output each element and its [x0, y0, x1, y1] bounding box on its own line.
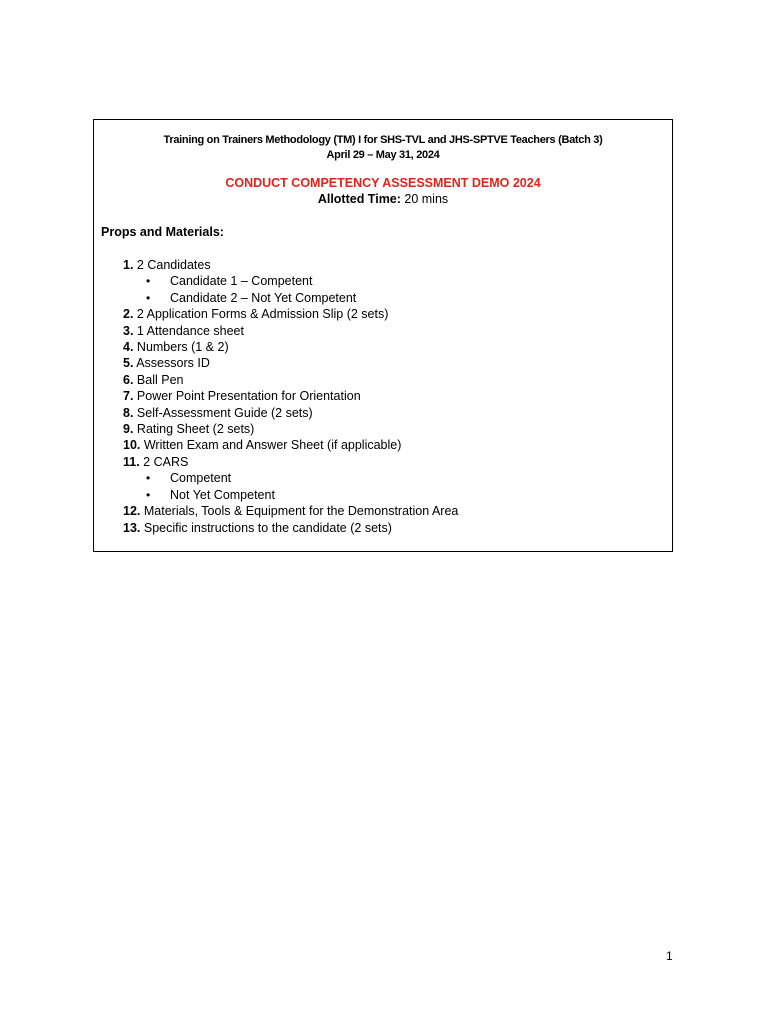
list-item-text: Power Point Presentation for Orientation [133, 389, 361, 404]
list-item-number: 11. [123, 454, 140, 469]
list-item-text: Materials, Tools & Equipment for the Demonstration Area [140, 504, 459, 519]
list-item-number: 6. [123, 372, 134, 387]
list-item-number: 1. [123, 258, 134, 272]
sub-list-item-text: Candidate 1 – Competent [170, 274, 313, 289]
list-item-text: 1 Attendance sheet [133, 323, 244, 338]
list-item [123, 355, 458, 371]
list-item [123, 339, 458, 355]
list-item [123, 306, 458, 322]
sub-list-item [123, 487, 458, 503]
list-item [123, 405, 458, 421]
list-item [123, 421, 458, 437]
list-item-text: 2 CARS [139, 454, 189, 469]
page-number: 1 [666, 949, 673, 963]
list-item-number: 12. [123, 504, 141, 519]
sub-list-item-text: Candidate 2 – Not Yet Competent [170, 290, 357, 305]
training-title: Training on Trainers Methodology (TM) I for SHS-TVL and JHS-SPTVE Teachers (Batch 3) [163, 134, 603, 146]
list-item-number: 8. [123, 405, 134, 420]
list-item [123, 388, 458, 404]
list-item [123, 323, 458, 339]
props-heading: Props and Materials: [101, 225, 224, 239]
sub-list-item [123, 470, 458, 486]
training-dates: April 29 – May 31, 2024 [326, 149, 440, 161]
list-item-text: Numbers (1 & 2) [133, 340, 229, 355]
list-item-number: 4. [123, 340, 134, 355]
list-item-number: 3. [123, 323, 134, 338]
list-item-text: 2 Application Forms & Admission Slip (2 sets) [133, 307, 389, 322]
list-item-number: 7. [123, 389, 134, 404]
sub-list-item-text: Not Yet Competent [170, 487, 275, 502]
list-item-number: 5. [123, 356, 134, 371]
list-item-text: Specific instructions to the candidate (2 sets) [140, 520, 392, 535]
list-item-number: 9. [123, 422, 134, 437]
list-item-text: Rating Sheet (2 sets) [133, 422, 255, 437]
list-item-text: Self-Assessment Guide (2 sets) [133, 405, 313, 420]
document-title: CONDUCT COMPETENCY ASSESSMENT DEMO 2024 [225, 176, 541, 190]
list-item [123, 257, 458, 273]
list-item-text: Written Exam and Answer Sheet (if applicable) [140, 438, 402, 453]
content-box [93, 119, 673, 552]
bullet-icon: • [146, 471, 151, 486]
list-item [123, 437, 458, 453]
list-item [123, 503, 458, 519]
sub-list-item [123, 273, 458, 289]
list-item-number: 13. [123, 520, 141, 535]
bullet-icon: • [146, 487, 151, 502]
list-item [123, 520, 458, 536]
list-item [123, 454, 458, 470]
list-item-number: 10. [123, 438, 141, 453]
allotted-time-label: Allotted Time: [317, 192, 401, 206]
bullet-icon: • [146, 274, 151, 289]
sub-list-item [123, 290, 458, 306]
allotted-time [94, 191, 672, 207]
allotted-time-value: 20 mins [400, 192, 449, 206]
list-item-text: 2 Candidates [133, 258, 211, 272]
list-item-text: Ball Pen [133, 372, 184, 387]
materials-list [123, 257, 458, 536]
list-item-number: 2. [123, 307, 134, 322]
bullet-icon: • [146, 290, 151, 305]
list-item [123, 372, 458, 388]
sub-list-item-text: Competent [170, 471, 232, 486]
list-item-text: Assessors ID [133, 356, 210, 371]
